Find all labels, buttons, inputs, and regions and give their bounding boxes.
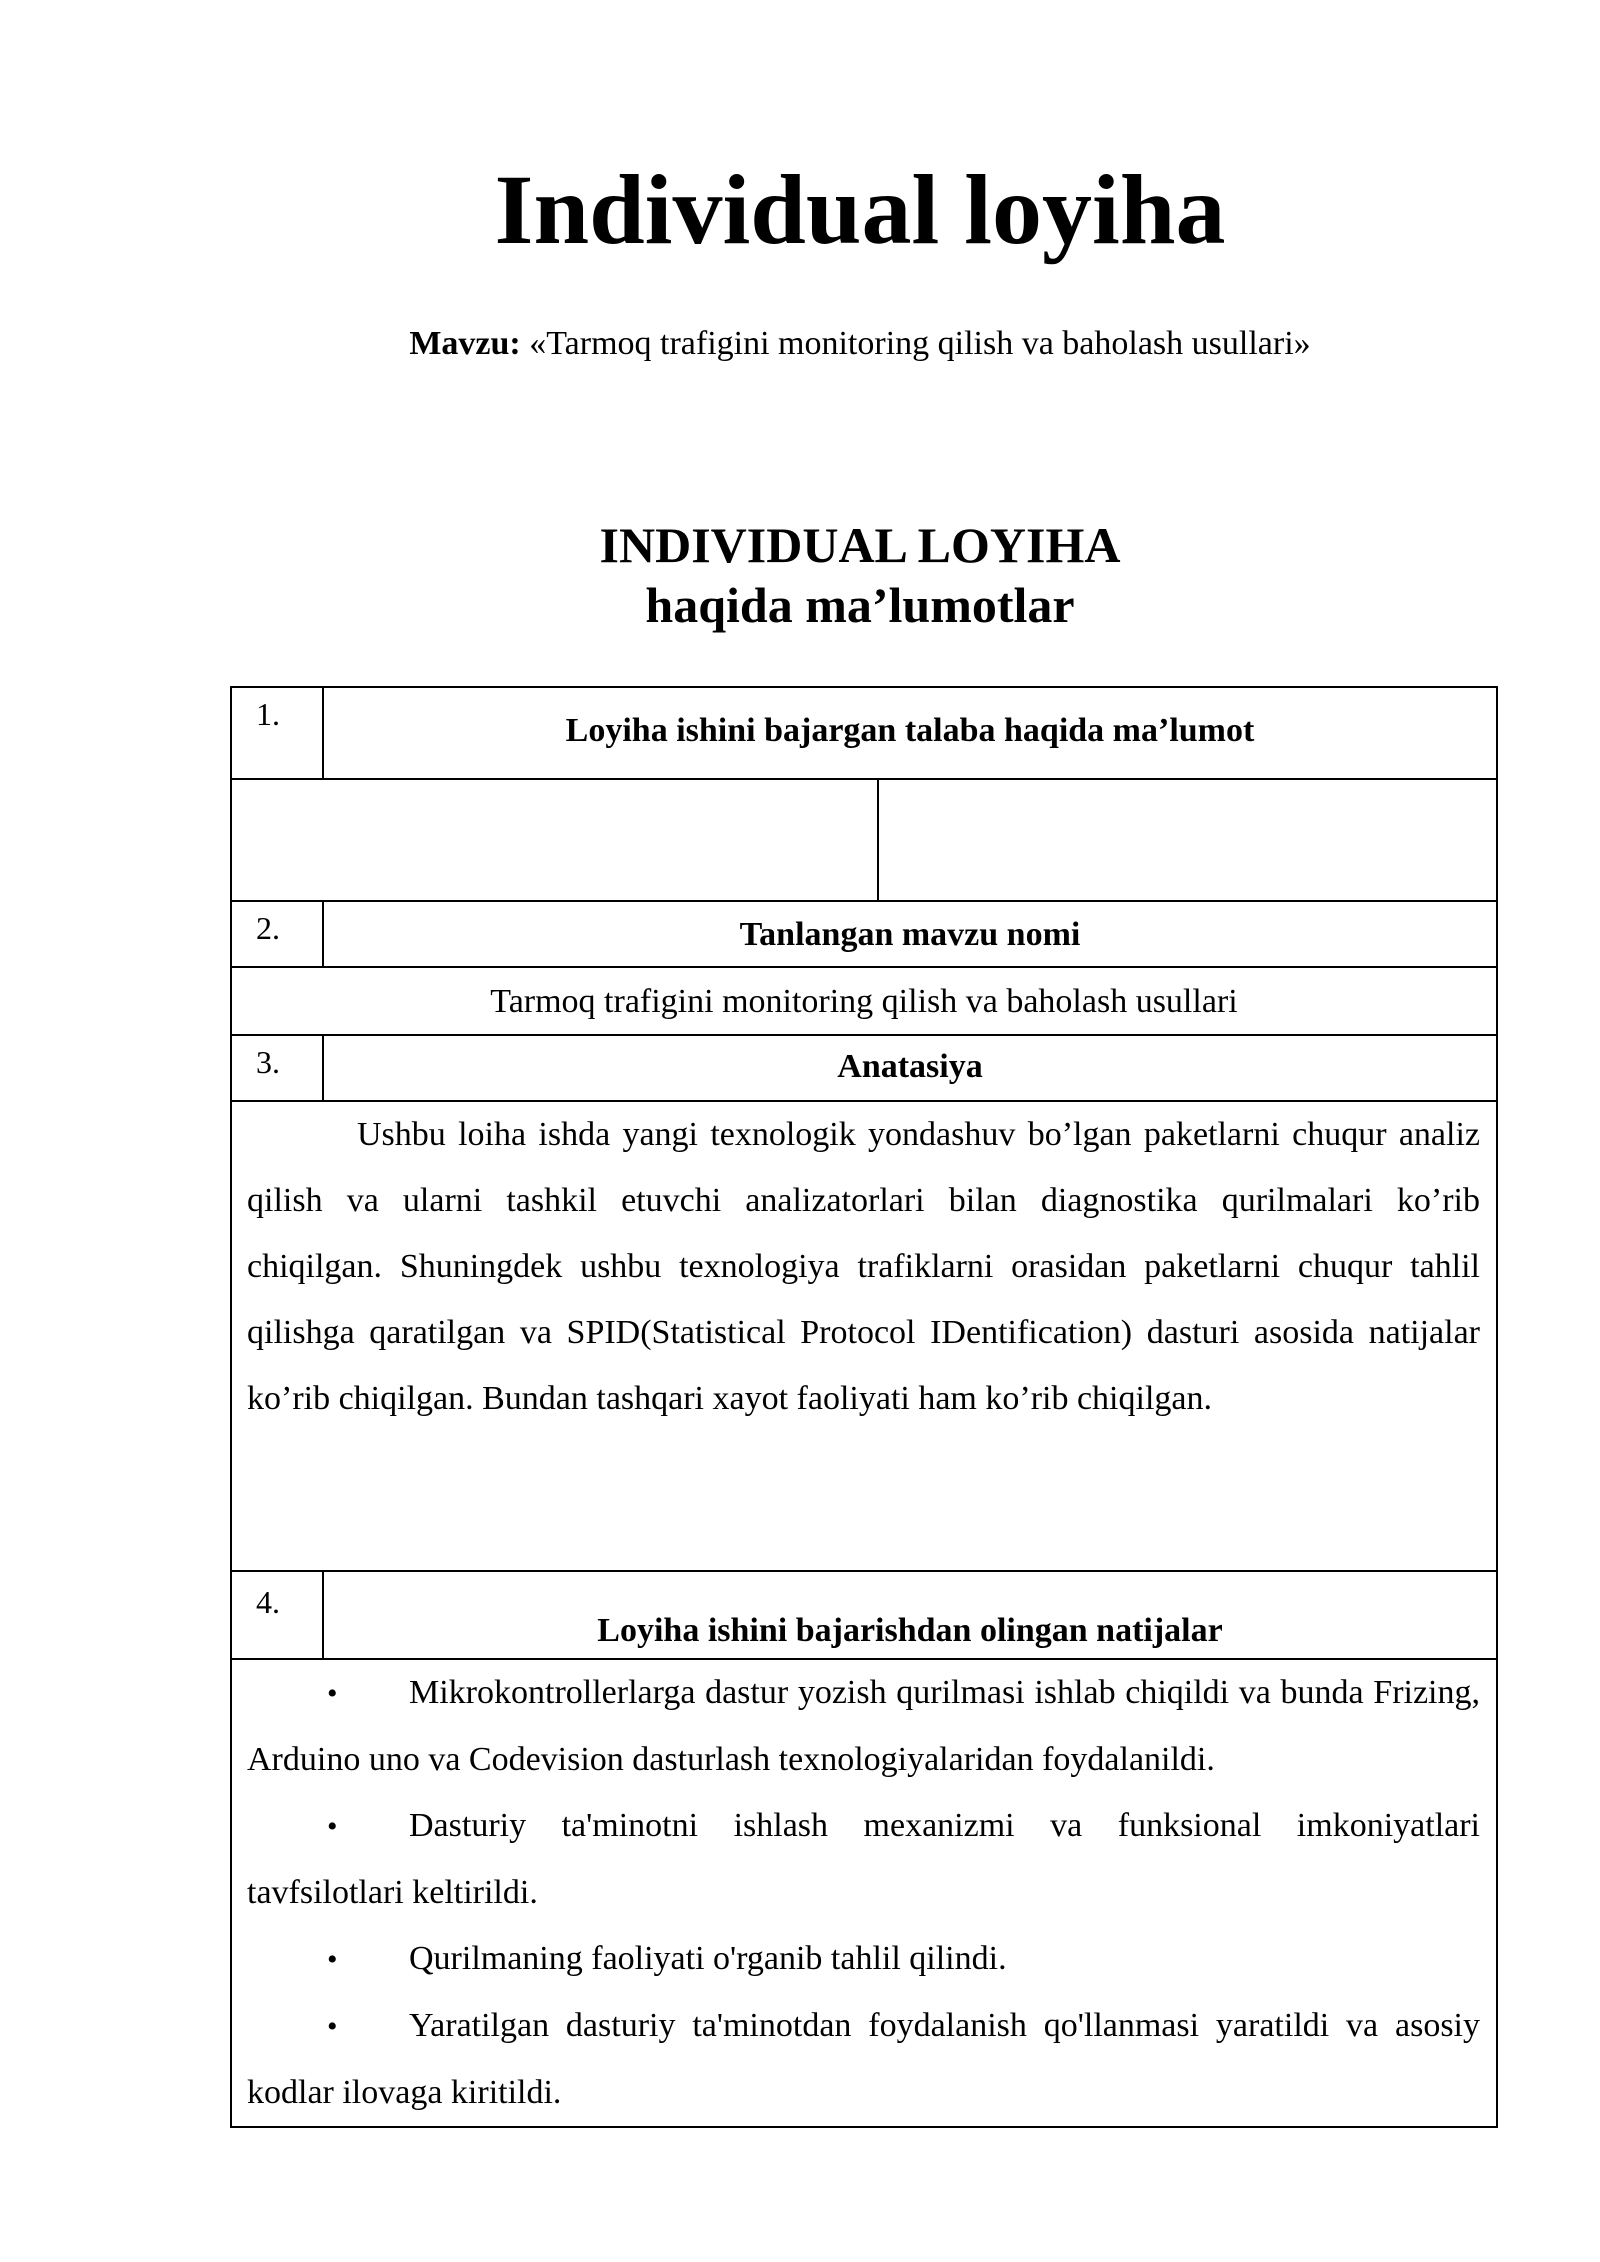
result-text: Yaratilgan dasturiy ta'minotdan foydalanish qo'llanmasi yaratildi va asosiy kodlar ilovaga kiritildi.: [247, 2007, 1480, 2111]
subject-label: Mavzu:: [409, 325, 521, 362]
bullet-icon: •: [327, 1943, 338, 1976]
section-3-row: [231, 1035, 1497, 1101]
results-list: [247, 1660, 1480, 2126]
section-4-row: [231, 1571, 1497, 1659]
section-1-heading-text: Loyiha ishini bajargan talaba haqida ma’lumot: [565, 712, 1255, 749]
info-heading: [0, 515, 1600, 635]
section-4-heading-text: Loyiha ishini bajarishdan olingan natijalar: [597, 1612, 1223, 1649]
bullet-icon: •: [327, 1677, 338, 1710]
topic-row: [231, 967, 1497, 1035]
section-3-heading: [323, 1035, 1497, 1101]
topic-name: Tarmoq trafigini monitoring qilish va baholash usullari: [490, 983, 1238, 1020]
topic-name-cell: [231, 967, 1497, 1035]
page-title: Individual loyiha: [494, 154, 1226, 265]
student-info-cell-left: [231, 779, 878, 901]
info-heading-line2: haqida ma’lumotlar: [645, 577, 1075, 633]
info-heading-line1: INDIVIDUAL LOYIHA: [599, 517, 1121, 573]
subject-line: [0, 322, 1600, 366]
result-text: Dasturiy ta'minotni ishlash mexanizmi va funksional imkoniyatlari tavfsilotlari keltirildi.: [247, 1807, 1480, 1911]
project-info-table: [230, 686, 1498, 2128]
subject-text: «Tarmoq trafigini monitoring qilish va baholash usullari»: [520, 325, 1311, 362]
abstract-row: [231, 1101, 1497, 1571]
results-row: [231, 1659, 1497, 2127]
result-item: [247, 1926, 1480, 1993]
results-cell: [231, 1659, 1497, 2127]
result-item: [247, 1793, 1480, 1926]
result-item: [247, 1993, 1480, 2126]
section-1-row: [231, 687, 1497, 779]
result-text: Mikrokontrollerlarga dastur yozish qurilmasi ishlab chiqildi va bunda Frizing, Arduino uno va Codevision dasturlash texnologiyalaridan foydalanildi.: [247, 1674, 1480, 1778]
student-info-row: [231, 779, 1497, 901]
section-2-heading: [323, 901, 1497, 967]
result-text: Qurilmaning faoliyati o'rganib tahlil qilindi.: [409, 1940, 1007, 1977]
result-item: [247, 1660, 1480, 1793]
section-3-heading-text: Anatasiya: [837, 1048, 983, 1085]
abstract-text: Ushbu loiha ishda yangi texnologik yondashuv bo’lgan paketlarni chuqur analiz qilish va ularni tashkil etuvchi analizatorlari bilan diagnostika qurilmalari ko’rib chiqilgan. Shuningdek ushbu texnologiya trafiklarni orasidan paketlarni chuqur tahlil qilishga qaratilgan va SPID(Statistical Protocol IDentification) dasturi asosida natijalar ko’rib chiqilgan. Bundan tashqari xayot faoliyati ham ko’rib chiqilgan.: [247, 1116, 1480, 1417]
section-2-heading-text: Tanlangan mavzu nomi: [739, 916, 1081, 953]
student-info-cell-right: [878, 779, 1497, 901]
section-2-number: 2.: [231, 901, 323, 967]
section-1-number: 1.: [231, 687, 323, 779]
section-3-number: 3.: [231, 1035, 323, 1101]
section-1-heading: [323, 687, 1497, 779]
section-4-number: 4.: [231, 1571, 323, 1659]
bullet-icon: •: [327, 2010, 338, 2043]
section-2-row: [231, 901, 1497, 967]
section-4-heading: [323, 1571, 1497, 1659]
bullet-icon: •: [327, 1810, 338, 1843]
abstract-cell: [231, 1101, 1497, 1571]
